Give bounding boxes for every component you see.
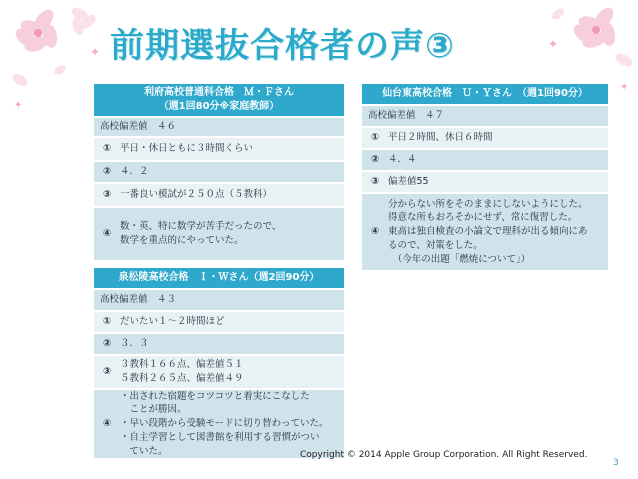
svg-text:✦: ✦ bbox=[14, 100, 23, 111]
row-text-line: 得意な所もおろそかにせず、常に復習した。 bbox=[388, 212, 578, 224]
row-text-line: 分からない所をそのままにしないようにした。 bbox=[388, 198, 588, 210]
panel-header-line: （週1回80分※家庭教師） bbox=[158, 101, 280, 112]
row-label: ① bbox=[102, 143, 112, 155]
row-label: ② bbox=[370, 154, 380, 166]
row-label: ③ bbox=[370, 176, 380, 188]
row-label: ① bbox=[370, 132, 380, 144]
table-row bbox=[362, 106, 608, 128]
page-title: 前期選抜合格者の声③ bbox=[110, 26, 455, 66]
row-text-line: ・自主学習として図書館を利用する習慣がつい bbox=[120, 431, 320, 443]
table-row bbox=[94, 312, 344, 334]
table-row bbox=[94, 290, 344, 312]
row-text-line: （今年の出題「燃焼について」） bbox=[388, 253, 531, 265]
row-text: 平日・休日ともに３時間くらい bbox=[120, 143, 254, 155]
row-text: 高校偏差値 ４３ bbox=[100, 294, 177, 306]
panel-header bbox=[94, 268, 344, 290]
svg-text:✦: ✦ bbox=[620, 82, 629, 93]
row-text: 高校偏差値 ４７ bbox=[368, 110, 445, 122]
table-row bbox=[94, 138, 344, 162]
panel-header bbox=[362, 84, 608, 106]
row-text: ３．３ bbox=[120, 338, 149, 350]
row-text-line: ３教科１６６点、偏差値５１ bbox=[120, 359, 244, 371]
row-text bbox=[120, 358, 344, 386]
row-text-line: 数・英、特に数学が苦手だったので、 bbox=[120, 221, 282, 233]
svg-text:✦: ✦ bbox=[90, 45, 101, 59]
panel-header bbox=[94, 84, 344, 118]
row-text-line: ていた。 bbox=[120, 445, 168, 457]
row-label: ③ bbox=[102, 366, 112, 378]
student-panel-sendai-higashi bbox=[362, 84, 608, 272]
row-label: ④ bbox=[102, 228, 112, 240]
table-row bbox=[94, 162, 344, 184]
table-row bbox=[362, 150, 608, 172]
panel-header-line: 利府高校普通科合格 Ｍ・Ｆさん bbox=[144, 87, 294, 98]
row-text: 平日２時間、休日６時間 bbox=[388, 132, 493, 144]
table-row bbox=[94, 334, 344, 356]
row-label: ④ bbox=[370, 226, 380, 238]
row-label: ④ bbox=[102, 418, 112, 430]
row-text-line: 東高は独自検査の小論文で理科が出る傾向にあ bbox=[388, 226, 588, 238]
student-panel-rifu bbox=[94, 84, 344, 262]
row-text-line: ことが勝因。 bbox=[120, 404, 187, 416]
row-text-line: ５教科２６５点、偏差値４９ bbox=[120, 373, 244, 384]
panel-header-line: 仙台東高校合格 Ｕ・Ｙさん （週1回90分） bbox=[382, 88, 588, 99]
row-label: ② bbox=[102, 166, 112, 178]
page-number: 3 bbox=[613, 458, 619, 468]
row-text-line: 数学を重点的にやっていた。 bbox=[120, 235, 244, 246]
row-text bbox=[388, 198, 608, 267]
row-text bbox=[120, 390, 344, 459]
row-text bbox=[120, 220, 344, 248]
table-row bbox=[94, 208, 344, 262]
row-label: ② bbox=[102, 338, 112, 350]
row-text: ４．２ bbox=[120, 166, 149, 178]
table-row bbox=[94, 356, 344, 390]
table-row bbox=[362, 194, 608, 272]
table-row bbox=[362, 128, 608, 150]
svg-text:✦: ✦ bbox=[548, 37, 559, 51]
table-row bbox=[94, 118, 344, 138]
table-row bbox=[362, 172, 608, 194]
row-text: 偏差値55 bbox=[388, 176, 429, 188]
row-text-line: ・出された宿題をコツコツと着実にこなした bbox=[120, 390, 310, 402]
row-text: ４．４ bbox=[388, 154, 417, 166]
panel-header-line: 泉松陵高校合格 Ｉ・Ｗさん（週2回90分） bbox=[118, 272, 320, 283]
row-text: 一番良い模試が２５０点（５教科） bbox=[120, 189, 273, 201]
table-row bbox=[94, 184, 344, 208]
row-label: ① bbox=[102, 316, 112, 328]
row-text: だいたい１～２時間ほど bbox=[120, 316, 225, 328]
row-text-line: ・早い段階から受験モードに切り替わっていた。 bbox=[120, 418, 329, 430]
copyright-text: Copyright © 2014 Apple Group Corporation. All Right Reserved. bbox=[300, 450, 588, 460]
row-text-line: るので、対策をした。 bbox=[388, 239, 483, 251]
row-label: ③ bbox=[102, 189, 112, 201]
student-panel-izumi-shoryo bbox=[94, 268, 344, 460]
row-text: 高校偏差値 ４６ bbox=[100, 121, 177, 133]
